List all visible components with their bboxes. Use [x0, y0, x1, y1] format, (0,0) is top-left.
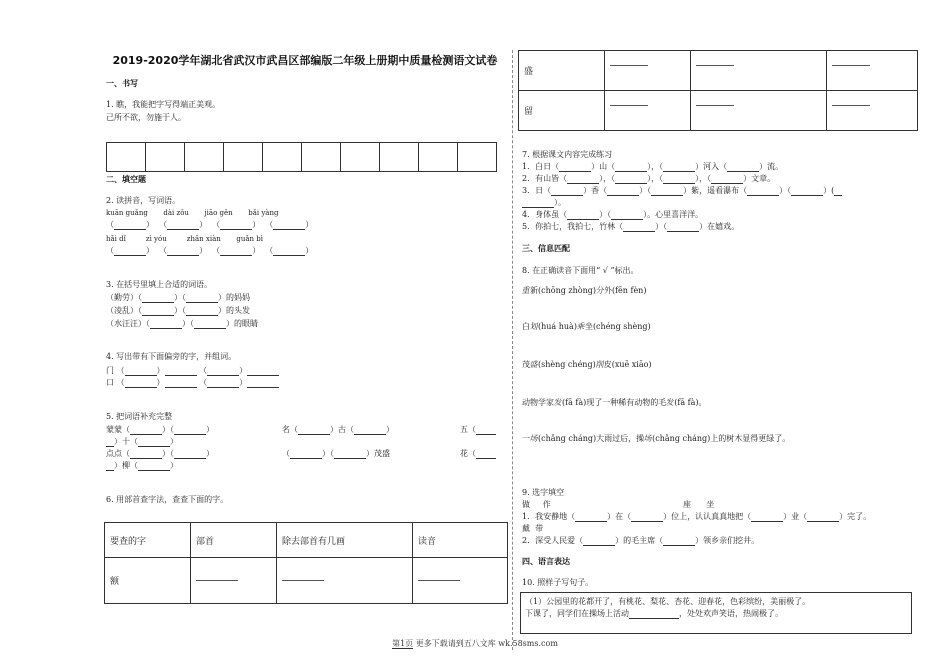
- q4-item[interactable]: 门 （ ） （ ）: [106, 366, 279, 376]
- answer-cell[interactable]: [277, 558, 413, 604]
- glyph-image: 重: [521, 286, 531, 295]
- grid-cell[interactable]: [262, 142, 302, 172]
- q5-line3c[interactable]: 花（: [460, 449, 496, 459]
- table-char: 盛: [519, 51, 605, 91]
- q4-item[interactable]: 口 （ ） （ ）: [106, 378, 279, 388]
- q9-line2[interactable]: 2．深受人民爱（ ）的毛主席（ ）领乡亲们挖井。: [522, 536, 760, 545]
- q8-row4[interactable]: 动物学家发(fā fà)现了一种稀有动物的毛发(fā fà)。: [522, 398, 707, 407]
- q7-line5[interactable]: 4．身体虽（ ）（ ）。心里喜洋洋。: [522, 210, 704, 219]
- footer-note[interactable]: 更多下载请到五八文库 wk.58sms.com: [415, 639, 558, 648]
- grid-cell[interactable]: [340, 142, 380, 172]
- q8-stem: 8. 在正确读音下面用“ √ ”标出。: [522, 266, 639, 275]
- q10-example: （1）公园里的花都开了，有桃花、梨花、杏花、迎春花，色彩缤纷，美丽极了。: [525, 597, 811, 606]
- q10-task[interactable]: 下课了，同学们在操场上活动 ，处处欢声笑语，热闹极了。: [525, 609, 783, 618]
- grid-cell[interactable]: [418, 142, 458, 172]
- glyph-image: 削: [594, 360, 605, 369]
- q7-stem: 7. 根据课文内容完成练习: [522, 150, 613, 159]
- q8-row2[interactable]: 白划(huá huà)乘坐(chéng shèng): [522, 322, 651, 331]
- page-number: 第1页: [392, 639, 414, 648]
- grid-cell[interactable]: [106, 142, 146, 172]
- q2-pinyin-row1: kuān guǎng dài zǒu jiāo gěn bǎi yàng: [106, 209, 279, 217]
- table-header: 要查的字: [105, 523, 191, 558]
- answer-cell[interactable]: [691, 51, 827, 91]
- q10-box[interactable]: [520, 592, 912, 634]
- page-footer: [0, 638, 950, 649]
- q5-stem: 5. 把词语补充完整: [106, 412, 173, 421]
- q8-row1[interactable]: 重新(chōng zhòng)分外(fēn fèn): [521, 286, 647, 295]
- section-matching: 三、信息匹配: [522, 244, 570, 253]
- grid-cell[interactable]: [223, 142, 263, 172]
- q1-stem: 1. 瞧，我能把字写得端正美观。: [106, 100, 221, 109]
- glyph-image: 盛: [529, 360, 539, 369]
- q2-pinyin-row2: hǎi dǐ zì yóu zhǎn xiàn guǎn bì: [106, 235, 263, 243]
- q9-stem: 9. 选字填空: [522, 488, 565, 497]
- table-row: [519, 91, 918, 131]
- section-fill: 二、填空题: [106, 175, 146, 184]
- q5-line3b[interactable]: （ ）（ ）茂盛: [282, 449, 390, 458]
- answer-cell[interactable]: [191, 558, 277, 604]
- q6-stem: 6. 用部首查字法，查查下面的字。: [106, 495, 229, 504]
- grid-cell[interactable]: [301, 142, 341, 172]
- glyph-image: 场: [529, 434, 539, 443]
- answer-cell[interactable]: [691, 91, 827, 131]
- glyph-image: 划: [529, 322, 539, 331]
- grid-cell[interactable]: [145, 142, 185, 172]
- writing-grid[interactable]: [106, 142, 496, 172]
- answer-cell[interactable]: [413, 558, 508, 604]
- q4-stem: 4. 写出带有下面偏旁的字，并组词。: [106, 352, 237, 361]
- q5-line1a[interactable]: 蒙蒙（ ）（ ）: [106, 425, 214, 434]
- q7-line6[interactable]: 5．你拍七，我拍七，竹林（ ）（ ）在嬉戏。: [522, 222, 740, 231]
- section-writing: 一、书写: [106, 79, 138, 88]
- glyph-image: 乘: [576, 322, 586, 331]
- answer-cell[interactable]: [605, 91, 691, 131]
- answer-cell[interactable]: [827, 91, 918, 131]
- table-char: 额: [105, 558, 191, 604]
- q9-words1: 做 作 座 坐: [522, 500, 715, 509]
- grid-cell[interactable]: [184, 142, 224, 172]
- q7-line3[interactable]: 3．日（ ）香（ ）（ ）紫，遥看瀑布（ ）（ ）(: [522, 186, 842, 196]
- table-row: [519, 51, 918, 91]
- q7-line1[interactable]: 1．白日（ ）山（ ），（ ）河入（ ）流。: [522, 162, 784, 171]
- q9-line1[interactable]: 1．我安静地（ ）在（ ）位上，认认真真地把（ ）业（ ）完了。: [522, 512, 872, 521]
- grid-cell[interactable]: [457, 142, 497, 172]
- q1-text: 己所不欲，勿施于人。: [106, 113, 186, 122]
- radical-lookup-table: [104, 522, 508, 604]
- q5-line3a[interactable]: 点点（ ）（ ）: [106, 449, 214, 458]
- q8-row5[interactable]: 一场(chǎng cháng)大雨过后，操场(chǎng cháng)上的树木显得更绿了。: [522, 434, 791, 443]
- q7-line2[interactable]: 2．有山皆（ ），（ ），（ ），（ ）文章。: [522, 174, 776, 183]
- q5-line1c[interactable]: 五（: [460, 425, 496, 435]
- grid-cell[interactable]: [379, 142, 419, 172]
- glyph-image: 发: [553, 398, 563, 407]
- q2-answer-row1[interactable]: （ ） （ ） （ ） （ ）: [106, 220, 314, 229]
- exam-title: 2019-2020学年湖北省武汉市武昌区部编版二年级上册期中质量检测语文试卷: [112, 54, 498, 67]
- glyph-image: 发: [665, 398, 676, 407]
- q8-row3[interactable]: 茂盛(shèng chéng)削皮(xuē xiāo): [522, 360, 652, 369]
- radical-lookup-table-continued: [518, 50, 918, 131]
- answer-cell[interactable]: [605, 51, 691, 91]
- q2-stem: 2. 读拼音，写词语。: [106, 196, 181, 205]
- column-divider: [512, 50, 513, 650]
- glyph-image: 场: [643, 434, 654, 443]
- q3-item[interactable]: （凌乱）（ ）（ ）的头发: [106, 306, 250, 315]
- q3-item[interactable]: （勤劳）（ ）（ ）的妈妈: [106, 293, 250, 302]
- q9-words2: 戴 带: [522, 524, 544, 533]
- table-header: 读音: [413, 523, 508, 558]
- table-row: [105, 558, 508, 604]
- q5-line1b[interactable]: 名（ ）古（ ）: [282, 425, 394, 434]
- q3-stem: 3. 在括号里填上合适的词语。: [106, 280, 213, 289]
- glyph-image: 分: [595, 286, 605, 295]
- q10-stem: 10. 照样子写句子。: [522, 578, 594, 587]
- table-char: 留: [519, 91, 605, 131]
- q3-item[interactable]: （水汪汪）（ ）（ ）的眼睛: [106, 319, 258, 328]
- q2-answer-row2[interactable]: （ ） （ ） （ ） （ ）: [106, 246, 314, 255]
- answer-cell[interactable]: [827, 51, 918, 91]
- q5-line2[interactable]: ）十（ ）: [106, 437, 178, 447]
- section-expression: 四、语言表达: [522, 557, 570, 566]
- table-header: 除去部首有几画: [277, 523, 413, 558]
- table-header: 部首: [191, 523, 277, 558]
- q7-line4[interactable]: ）。: [522, 198, 566, 208]
- q5-line4[interactable]: ）柳（ ）: [106, 461, 178, 471]
